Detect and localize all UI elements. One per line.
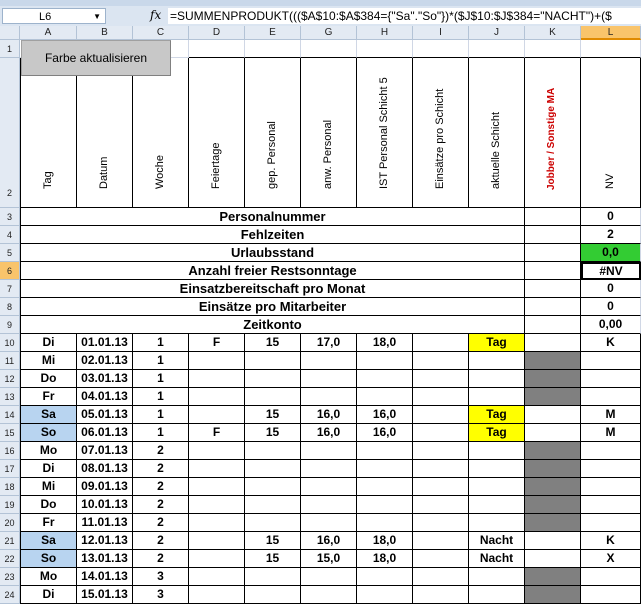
header-label-h: IST Personal Schicht 5 bbox=[377, 77, 390, 189]
cell-feiertag[interactable] bbox=[189, 388, 245, 406]
cell-woche[interactable]: 2 bbox=[133, 532, 189, 550]
row-header-23[interactable]: 23 bbox=[0, 568, 20, 586]
chevron-down-icon[interactable]: ▼ bbox=[93, 12, 101, 21]
cell-woche[interactable]: 3 bbox=[133, 586, 189, 604]
cell-schicht[interactable] bbox=[469, 442, 525, 460]
select-all-corner[interactable] bbox=[0, 26, 20, 40]
cell-tag[interactable]: So bbox=[20, 424, 77, 442]
cell-feiertag[interactable] bbox=[189, 352, 245, 370]
cell-ist[interactable] bbox=[357, 442, 413, 460]
cell-empty[interactable] bbox=[525, 388, 581, 406]
cell-datum[interactable]: 13.01.13 bbox=[77, 550, 133, 568]
column-header-h[interactable]: H bbox=[357, 26, 413, 40]
header-f[interactable] bbox=[301, 58, 357, 208]
cell-gep[interactable] bbox=[245, 478, 301, 496]
row-header-20[interactable]: 20 bbox=[0, 514, 20, 532]
cell-ist[interactable]: 18,0 bbox=[357, 550, 413, 568]
cell-tag[interactable]: Do bbox=[20, 370, 77, 388]
cell-tag[interactable]: Sa bbox=[20, 406, 77, 424]
cell-woche[interactable]: 2 bbox=[133, 442, 189, 460]
row-header-9[interactable]: 9 bbox=[0, 316, 20, 334]
cell-empty[interactable] bbox=[525, 568, 581, 586]
cell-anw[interactable] bbox=[301, 352, 357, 370]
cell-woche[interactable]: 2 bbox=[133, 460, 189, 478]
cell-woche[interactable]: 1 bbox=[133, 424, 189, 442]
cell-datum[interactable]: 03.01.13 bbox=[77, 370, 133, 388]
header-c[interactable] bbox=[133, 58, 189, 208]
cell-empty[interactable] bbox=[413, 442, 469, 460]
cell-l[interactable]: M bbox=[581, 424, 641, 442]
cell-feiertag[interactable] bbox=[189, 532, 245, 550]
cell-anw[interactable]: 17,0 bbox=[301, 334, 357, 352]
cell-datum[interactable]: 06.01.13 bbox=[77, 424, 133, 442]
summary-label: Einsatzbereitschaft pro Monat bbox=[20, 280, 525, 298]
summary-label: Personalnummer bbox=[20, 208, 525, 226]
cell-gep[interactable] bbox=[245, 460, 301, 478]
cell-datum[interactable]: 10.01.13 bbox=[77, 496, 133, 514]
cell-ist[interactable] bbox=[357, 478, 413, 496]
column-header-g[interactable]: G bbox=[301, 26, 357, 40]
cell-row1[interactable] bbox=[357, 40, 413, 58]
cell-tag[interactable]: Fr bbox=[20, 388, 77, 406]
cell-row1[interactable] bbox=[245, 40, 301, 58]
cell-l[interactable]: M bbox=[581, 406, 641, 424]
cell-l[interactable] bbox=[581, 514, 641, 532]
cell-tag[interactable]: Mi bbox=[20, 352, 77, 370]
cell-l[interactable] bbox=[581, 478, 641, 496]
header-b[interactable] bbox=[77, 58, 133, 208]
cell-feiertag[interactable] bbox=[189, 550, 245, 568]
cell-empty[interactable] bbox=[525, 532, 581, 550]
row-header-11[interactable]: 11 bbox=[0, 352, 20, 370]
summary-value[interactable]: #NV bbox=[581, 262, 641, 280]
column-header-l[interactable]: L bbox=[581, 26, 641, 40]
cell-l[interactable]: X bbox=[581, 550, 641, 568]
cell-woche[interactable]: 2 bbox=[133, 478, 189, 496]
cell-empty[interactable] bbox=[413, 496, 469, 514]
cell-row1[interactable] bbox=[189, 40, 245, 58]
header-label-e: gep. Personal bbox=[265, 121, 278, 189]
header-label-a: Tag bbox=[41, 171, 54, 189]
summary-k-cell[interactable] bbox=[525, 298, 581, 316]
cell-gep[interactable]: 15 bbox=[245, 424, 301, 442]
cell-l[interactable]: K bbox=[581, 334, 641, 352]
summary-value[interactable]: 0,00 bbox=[581, 316, 641, 334]
cell-tag[interactable]: So bbox=[20, 550, 77, 568]
summary-k-cell[interactable] bbox=[525, 262, 581, 280]
row-header-10[interactable]: 10 bbox=[0, 334, 20, 352]
row-header-6[interactable]: 6 bbox=[0, 262, 20, 280]
header-i[interactable] bbox=[413, 58, 469, 208]
cell-empty[interactable] bbox=[525, 460, 581, 478]
cell-ist[interactable]: 16,0 bbox=[357, 424, 413, 442]
cell-woche[interactable]: 2 bbox=[133, 550, 189, 568]
cell-schicht[interactable]: Tag bbox=[469, 406, 525, 424]
row-header-2[interactable]: 2 bbox=[0, 58, 20, 208]
cell-gep[interactable] bbox=[245, 352, 301, 370]
cell-ist[interactable]: 18,0 bbox=[357, 334, 413, 352]
cell-l[interactable] bbox=[581, 352, 641, 370]
cell-schicht[interactable]: Nacht bbox=[469, 550, 525, 568]
cell-l[interactable] bbox=[581, 496, 641, 514]
cell-woche[interactable]: 1 bbox=[133, 334, 189, 352]
header-a[interactable] bbox=[20, 58, 77, 208]
cell-feiertag[interactable] bbox=[189, 586, 245, 604]
cell-empty[interactable] bbox=[413, 532, 469, 550]
cell-schicht[interactable] bbox=[469, 460, 525, 478]
row-header-22[interactable]: 22 bbox=[0, 550, 20, 568]
cell-datum[interactable]: 15.01.13 bbox=[77, 586, 133, 604]
column-header-d[interactable]: D bbox=[189, 26, 245, 40]
column-header-c[interactable]: C bbox=[133, 26, 189, 40]
cell-woche[interactable]: 2 bbox=[133, 496, 189, 514]
cell-feiertag[interactable]: F bbox=[189, 334, 245, 352]
cell-woche[interactable]: 1 bbox=[133, 388, 189, 406]
header-label-j: aktuelle Schicht bbox=[489, 111, 502, 189]
cell-empty[interactable] bbox=[413, 586, 469, 604]
header-l[interactable] bbox=[581, 58, 641, 208]
cell-woche[interactable]: 1 bbox=[133, 370, 189, 388]
cell-gep[interactable] bbox=[245, 514, 301, 532]
cell-feiertag[interactable] bbox=[189, 568, 245, 586]
cell-datum[interactable]: 08.01.13 bbox=[77, 460, 133, 478]
cell-ist[interactable] bbox=[357, 370, 413, 388]
spreadsheet-grid bbox=[0, 26, 641, 601]
cell-schicht[interactable] bbox=[469, 586, 525, 604]
row-header-8[interactable]: 8 bbox=[0, 298, 20, 316]
cell-schicht[interactable]: Tag bbox=[469, 334, 525, 352]
formula-input[interactable]: =SUMMENPRODUKT((($A$10:$A$384={"Sa"."So"})*($J$10:$J$384="NACHT")+($ bbox=[168, 8, 641, 24]
cell-anw[interactable] bbox=[301, 496, 357, 514]
cell-datum[interactable]: 01.01.13 bbox=[77, 334, 133, 352]
cell-row1[interactable] bbox=[301, 40, 357, 58]
cell-tag[interactable]: Di bbox=[20, 460, 77, 478]
header-label-k: Jobber / Sonstige MA bbox=[545, 87, 557, 190]
header-k[interactable] bbox=[525, 58, 581, 208]
cell-empty[interactable] bbox=[413, 550, 469, 568]
cell-empty[interactable] bbox=[525, 550, 581, 568]
cell-anw[interactable] bbox=[301, 388, 357, 406]
cell-gep[interactable] bbox=[245, 388, 301, 406]
cell-empty[interactable] bbox=[525, 424, 581, 442]
cell-empty[interactable] bbox=[413, 424, 469, 442]
header-label-d: Feiertage bbox=[209, 142, 222, 189]
cell-row1[interactable] bbox=[413, 40, 469, 58]
cell-datum[interactable]: 04.01.13 bbox=[77, 388, 133, 406]
cell-empty[interactable] bbox=[413, 388, 469, 406]
cell-datum[interactable]: 07.01.13 bbox=[77, 442, 133, 460]
summary-k-cell[interactable] bbox=[525, 208, 581, 226]
cell-tag[interactable]: Mo bbox=[20, 442, 77, 460]
summary-label: Fehlzeiten bbox=[20, 226, 525, 244]
cell-datum[interactable]: 09.01.13 bbox=[77, 478, 133, 496]
cell-empty[interactable] bbox=[413, 514, 469, 532]
cell-datum[interactable]: 11.01.13 bbox=[77, 514, 133, 532]
cell-anw[interactable] bbox=[301, 568, 357, 586]
cell-tag[interactable]: Sa bbox=[20, 532, 77, 550]
row-header-5[interactable]: 5 bbox=[0, 244, 20, 262]
summary-k-cell[interactable] bbox=[525, 316, 581, 334]
cell-empty[interactable] bbox=[525, 334, 581, 352]
function-icon[interactable]: fx bbox=[150, 8, 162, 22]
header-label-l: NV bbox=[603, 173, 616, 189]
row-header-1[interactable]: 1 bbox=[0, 40, 20, 58]
row-header-4[interactable]: 4 bbox=[0, 226, 20, 244]
cell-ist[interactable] bbox=[357, 496, 413, 514]
header-label-b: Datum bbox=[97, 156, 110, 189]
cell-anw[interactable] bbox=[301, 514, 357, 532]
summary-k-cell[interactable] bbox=[525, 226, 581, 244]
cell-datum[interactable]: 12.01.13 bbox=[77, 532, 133, 550]
summary-k-cell[interactable] bbox=[525, 280, 581, 298]
cell-ist[interactable] bbox=[357, 586, 413, 604]
cell-feiertag[interactable] bbox=[189, 514, 245, 532]
cell-l[interactable] bbox=[581, 568, 641, 586]
cell-anw[interactable]: 16,0 bbox=[301, 406, 357, 424]
cell-row1[interactable] bbox=[469, 40, 525, 58]
cell-tag[interactable]: Do bbox=[20, 496, 77, 514]
header-j[interactable] bbox=[469, 58, 525, 208]
cell-empty[interactable] bbox=[413, 370, 469, 388]
cell-empty[interactable] bbox=[413, 568, 469, 586]
summary-value[interactable]: 2 bbox=[581, 226, 641, 244]
cell-gep[interactable] bbox=[245, 568, 301, 586]
cell-tag[interactable]: Di bbox=[20, 334, 77, 352]
cell-tag[interactable]: Fr bbox=[20, 514, 77, 532]
cell-empty[interactable] bbox=[525, 496, 581, 514]
cell-schicht[interactable] bbox=[469, 514, 525, 532]
row-header-18[interactable]: 18 bbox=[0, 478, 20, 496]
row-header-21[interactable]: 21 bbox=[0, 532, 20, 550]
row-header-16[interactable]: 16 bbox=[0, 442, 20, 460]
cell-gep[interactable] bbox=[245, 370, 301, 388]
cell-row1[interactable] bbox=[581, 40, 641, 58]
cell-schicht[interactable] bbox=[469, 568, 525, 586]
header-e[interactable] bbox=[245, 58, 301, 208]
cell-anw[interactable] bbox=[301, 586, 357, 604]
cell-anw[interactable] bbox=[301, 478, 357, 496]
cell-schicht[interactable]: Tag bbox=[469, 424, 525, 442]
cell-empty[interactable] bbox=[413, 478, 469, 496]
row-header-19[interactable]: 19 bbox=[0, 496, 20, 514]
cell-datum[interactable]: 05.01.13 bbox=[77, 406, 133, 424]
cell-empty[interactable] bbox=[413, 406, 469, 424]
column-header-b[interactable]: B bbox=[77, 26, 133, 40]
cell-empty[interactable] bbox=[413, 352, 469, 370]
row-header-3[interactable]: 3 bbox=[0, 208, 20, 226]
cell-ist[interactable] bbox=[357, 388, 413, 406]
row-header-14[interactable]: 14 bbox=[0, 406, 20, 424]
cell-feiertag[interactable] bbox=[189, 370, 245, 388]
cell-empty[interactable] bbox=[525, 586, 581, 604]
cell-anw[interactable] bbox=[301, 442, 357, 460]
row-header-24[interactable]: 24 bbox=[0, 586, 20, 604]
cell-anw[interactable]: 16,0 bbox=[301, 424, 357, 442]
cell-l[interactable] bbox=[581, 370, 641, 388]
row-header-13[interactable]: 13 bbox=[0, 388, 20, 406]
cell-tag[interactable]: Mi bbox=[20, 478, 77, 496]
summary-label: Zeitkonto bbox=[20, 316, 525, 334]
cell-gep[interactable]: 15 bbox=[245, 532, 301, 550]
cell-empty[interactable] bbox=[525, 352, 581, 370]
cell-feiertag[interactable] bbox=[189, 406, 245, 424]
cell-empty[interactable] bbox=[525, 406, 581, 424]
cell-gep[interactable]: 15 bbox=[245, 406, 301, 424]
cell-feiertag[interactable] bbox=[189, 442, 245, 460]
cell-woche[interactable]: 1 bbox=[133, 352, 189, 370]
cell-empty[interactable] bbox=[525, 514, 581, 532]
cell-empty[interactable] bbox=[525, 478, 581, 496]
cell-feiertag[interactable] bbox=[189, 460, 245, 478]
cell-l[interactable] bbox=[581, 388, 641, 406]
cell-schicht[interactable]: Nacht bbox=[469, 532, 525, 550]
cell-row1[interactable] bbox=[525, 40, 581, 58]
toolbar-strip bbox=[0, 0, 641, 6]
cell-anw[interactable] bbox=[301, 460, 357, 478]
summary-value[interactable]: 0 bbox=[581, 208, 641, 226]
cell-datum[interactable]: 14.01.13 bbox=[77, 568, 133, 586]
summary-value[interactable]: 0 bbox=[581, 280, 641, 298]
cell-gep[interactable] bbox=[245, 442, 301, 460]
cell-gep[interactable] bbox=[245, 496, 301, 514]
row-header-12[interactable]: 12 bbox=[0, 370, 20, 388]
cell-anw[interactable]: 16,0 bbox=[301, 532, 357, 550]
cell-schicht[interactable] bbox=[469, 478, 525, 496]
cell-woche[interactable]: 3 bbox=[133, 568, 189, 586]
cell-l[interactable] bbox=[581, 442, 641, 460]
header-label-c: Woche bbox=[153, 154, 166, 189]
cell-ist[interactable] bbox=[357, 568, 413, 586]
cell-anw[interactable]: 15,0 bbox=[301, 550, 357, 568]
row-header-15[interactable]: 15 bbox=[0, 424, 20, 442]
cell-tag[interactable]: Mo bbox=[20, 568, 77, 586]
cell-woche[interactable]: 2 bbox=[133, 514, 189, 532]
row-header-7[interactable]: 7 bbox=[0, 280, 20, 298]
summary-label: Anzahl freier Restsonntage bbox=[20, 262, 525, 280]
cell-gep[interactable]: 15 bbox=[245, 550, 301, 568]
cell-feiertag[interactable]: F bbox=[189, 424, 245, 442]
header-d[interactable] bbox=[189, 58, 245, 208]
summary-k-cell[interactable] bbox=[525, 244, 581, 262]
cell-feiertag[interactable] bbox=[189, 496, 245, 514]
cell-schicht[interactable] bbox=[469, 388, 525, 406]
cell-empty[interactable] bbox=[413, 334, 469, 352]
cell-schicht[interactable] bbox=[469, 496, 525, 514]
farbe-aktualisieren-button[interactable]: Farbe aktualisieren bbox=[21, 40, 171, 76]
cell-tag[interactable]: Di bbox=[20, 586, 77, 604]
column-header-a[interactable]: A bbox=[20, 26, 77, 40]
column-header-j[interactable]: J bbox=[469, 26, 525, 40]
cell-ist[interactable] bbox=[357, 460, 413, 478]
cell-ist[interactable] bbox=[357, 352, 413, 370]
cell-anw[interactable] bbox=[301, 370, 357, 388]
cell-gep[interactable]: 15 bbox=[245, 334, 301, 352]
summary-value[interactable]: 0,0 bbox=[581, 244, 641, 262]
cell-empty[interactable] bbox=[413, 460, 469, 478]
column-header-k[interactable]: K bbox=[525, 26, 581, 40]
cell-ist[interactable]: 16,0 bbox=[357, 406, 413, 424]
formula-bar bbox=[0, 0, 641, 27]
cell-gep[interactable] bbox=[245, 586, 301, 604]
cell-l[interactable] bbox=[581, 460, 641, 478]
header-label-f: anw. Personal bbox=[321, 119, 334, 189]
cell-datum[interactable]: 02.01.13 bbox=[77, 352, 133, 370]
header-h[interactable] bbox=[357, 58, 413, 208]
cell-schicht[interactable] bbox=[469, 370, 525, 388]
cell-ist[interactable]: 18,0 bbox=[357, 532, 413, 550]
summary-value[interactable]: 0 bbox=[581, 298, 641, 316]
column-header-e[interactable]: E bbox=[245, 26, 301, 40]
cell-l[interactable] bbox=[581, 586, 641, 604]
cell-empty[interactable] bbox=[525, 442, 581, 460]
name-box[interactable] bbox=[2, 8, 106, 24]
summary-label: Einsätze pro Mitarbeiter bbox=[20, 298, 525, 316]
cell-feiertag[interactable] bbox=[189, 478, 245, 496]
name-box-value: L6 bbox=[39, 11, 52, 23]
cell-ist[interactable] bbox=[357, 514, 413, 532]
cell-woche[interactable]: 1 bbox=[133, 406, 189, 424]
column-header-i[interactable]: I bbox=[413, 26, 469, 40]
summary-label: Urlaubsstand bbox=[20, 244, 525, 262]
cell-l[interactable]: K bbox=[581, 532, 641, 550]
row-header-17[interactable]: 17 bbox=[0, 460, 20, 478]
cell-schicht[interactable] bbox=[469, 352, 525, 370]
cell-empty[interactable] bbox=[525, 370, 581, 388]
header-label-i: Einsätze pro Schicht bbox=[433, 88, 446, 189]
